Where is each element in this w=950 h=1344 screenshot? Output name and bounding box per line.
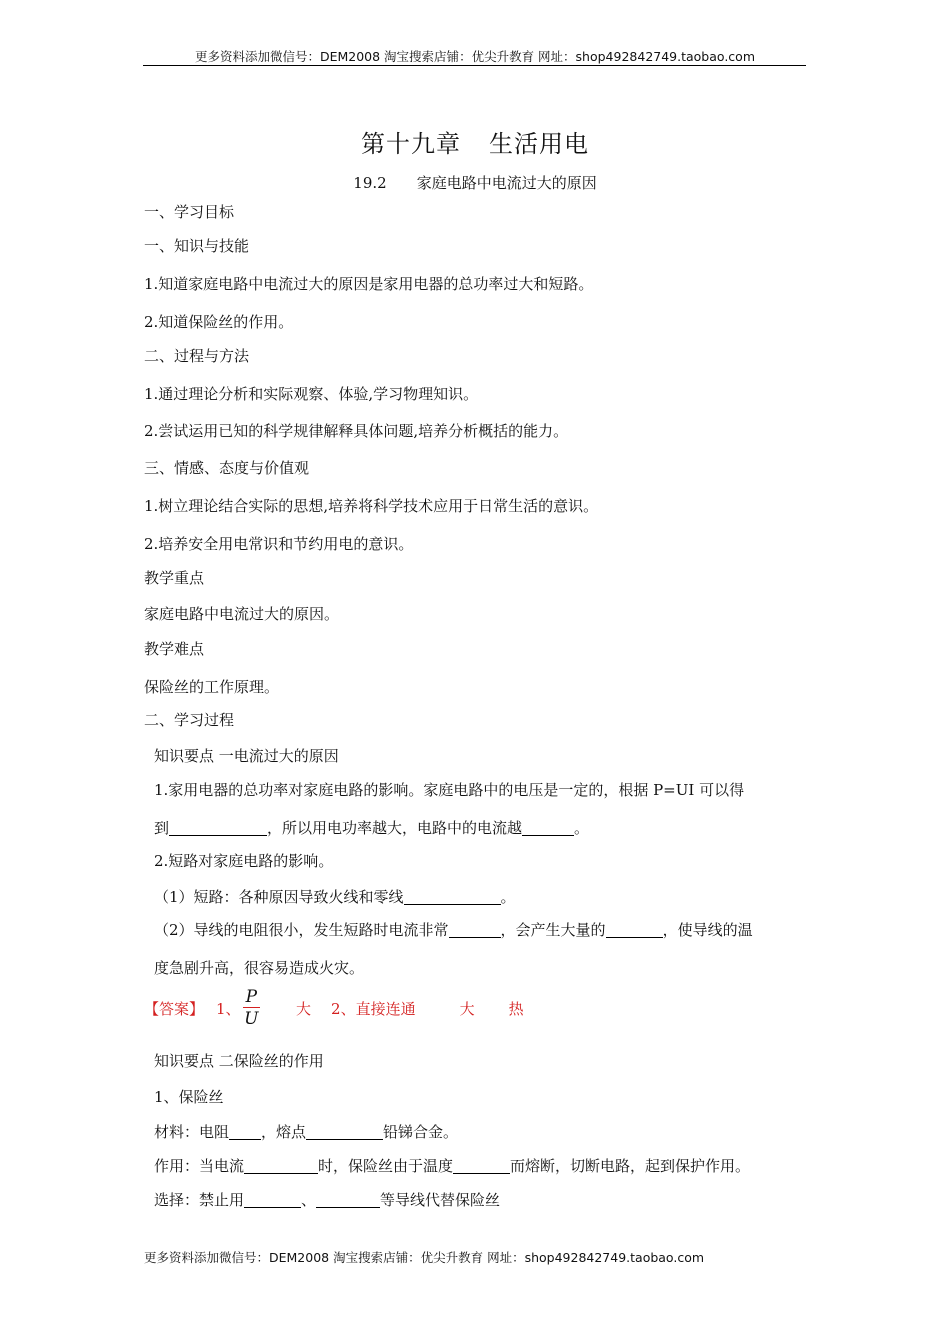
question-text: 1.家用电器的总功率对家庭电路的影响。家庭电路中的电压是一定的，根据 P=UI 可以得 xyxy=(154,781,745,799)
difficult-point-text: 保险丝的工作原理。 xyxy=(144,678,280,696)
answer-item: 2、直接连通 xyxy=(331,1000,416,1018)
answer-item: 大 xyxy=(296,1000,312,1018)
fill-blank[interactable] xyxy=(244,1191,301,1208)
fill-blank[interactable] xyxy=(169,819,267,836)
text-segment: （2）导线的电阻很小，发生短路时电流非常 xyxy=(154,921,449,939)
objective-text: 2.知道保险丝的作用。 xyxy=(144,313,294,331)
question-text: 2.短路对家庭电路的影响。 xyxy=(154,852,334,870)
answer-item: 1、 xyxy=(216,1000,241,1018)
fill-blank[interactable] xyxy=(404,888,501,905)
answer-row xyxy=(144,987,524,1030)
text-segment: 材料：电阻 xyxy=(154,1123,230,1141)
section-name: 家庭电路中电流过大的原因 xyxy=(416,174,597,192)
text-segment: 选择：禁止用 xyxy=(154,1191,245,1209)
chapter-name: 生活用电 xyxy=(489,130,589,158)
text-segment: 。 xyxy=(574,819,590,837)
text-segment: ，熔点 xyxy=(261,1123,307,1141)
heading-objectives: 一、学习目标 xyxy=(144,203,235,221)
text-segment: 等导线代替保险丝 xyxy=(380,1191,501,1209)
fill-blank[interactable] xyxy=(229,1123,261,1140)
fill-blank[interactable] xyxy=(453,1157,510,1174)
fill-blank[interactable] xyxy=(449,921,501,938)
fill-blank[interactable] xyxy=(316,1191,380,1208)
text-segment: ，所以用电功率越大，电路中的电流越 xyxy=(267,819,523,837)
fill-blank[interactable] xyxy=(522,819,574,836)
key-point-text: 家庭电路中电流过大的原因。 xyxy=(144,605,340,623)
heading-attitude-values: 三、情感、态度与价值观 xyxy=(144,459,310,477)
section-title xyxy=(0,172,950,193)
heading-difficult-point: 教学难点 xyxy=(144,640,205,658)
answer-item: 大 xyxy=(459,1000,475,1018)
text-segment: 时，保险丝由于温度 xyxy=(318,1157,454,1175)
heading-key-point: 教学重点 xyxy=(144,569,205,587)
fraction-denominator: U xyxy=(244,1009,259,1029)
objective-text: 2.培养安全用电常识和节约用电的意识。 xyxy=(144,535,414,553)
fill-blank[interactable] xyxy=(244,1157,318,1174)
question-text xyxy=(154,817,589,838)
heading-knowledge-skills: 一、知识与技能 xyxy=(144,237,250,255)
page-footer: 更多资料添加微信号：DEM2008 淘宝搜索店铺：优尖升教育 网址：shop492842749.taobao.com xyxy=(144,1250,705,1265)
heading-learning-process: 二、学习过程 xyxy=(144,711,235,729)
objective-text: 2.尝试运用已知的科学规律解释具体问题,培养分析概括的能力。 xyxy=(144,422,569,440)
chapter-title xyxy=(0,124,950,159)
text-segment: 到 xyxy=(154,819,170,837)
text-segment: 、 xyxy=(301,1191,317,1209)
section-number: 19.2 xyxy=(353,174,387,192)
question-text: 度急剧升高，很容易造成火灾。 xyxy=(154,959,365,977)
question-text xyxy=(154,886,516,907)
knowledge-point-1: 知识要点 一电流过大的原因 xyxy=(154,747,339,765)
fill-blank[interactable] xyxy=(606,921,663,938)
text-segment: 。 xyxy=(500,888,516,906)
page-header: 更多资料添加微信号：DEM2008 淘宝搜索店铺：优尖升教育 网址：shop492842749.taobao.com xyxy=(194,49,756,64)
fraction-p-over-u xyxy=(243,987,260,1030)
knowledge-point-2: 知识要点 二保险丝的作用 xyxy=(154,1052,324,1070)
text-segment: ，使导线的温 xyxy=(662,921,753,939)
question-text xyxy=(154,1189,500,1210)
text-segment: 而熔断，切断电路，起到保护作用。 xyxy=(510,1157,751,1175)
heading-process-method: 二、过程与方法 xyxy=(144,347,250,365)
subheading-fuse: 1、保险丝 xyxy=(154,1088,224,1106)
objective-text: 1.通过理论分析和实际观察、体验,学习物理知识。 xyxy=(144,385,479,403)
fraction-numerator: P xyxy=(243,987,260,1008)
objective-text: 1.树立理论结合实际的思想,培养将科学技术应用于日常生活的意识。 xyxy=(144,497,599,515)
header-divider xyxy=(143,65,806,66)
objective-text: 1.知道家庭电路中电流过大的原因是家用电器的总功率过大和短路。 xyxy=(144,275,594,293)
question-text xyxy=(154,1121,458,1142)
text-segment: 作用：当电流 xyxy=(154,1157,245,1175)
text-segment: （1）短路：各种原因导致火线和零线 xyxy=(154,888,404,906)
answer-label: 【答案】 xyxy=(144,1000,205,1018)
answer-item: 热 xyxy=(508,1000,524,1018)
text-segment: ，会产生大量的 xyxy=(500,921,606,939)
chapter-number: 第十九章 xyxy=(361,130,461,158)
question-text xyxy=(154,1155,750,1176)
question-text xyxy=(154,919,753,940)
fill-blank[interactable] xyxy=(306,1123,383,1140)
text-segment: 铅锑合金。 xyxy=(383,1123,459,1141)
